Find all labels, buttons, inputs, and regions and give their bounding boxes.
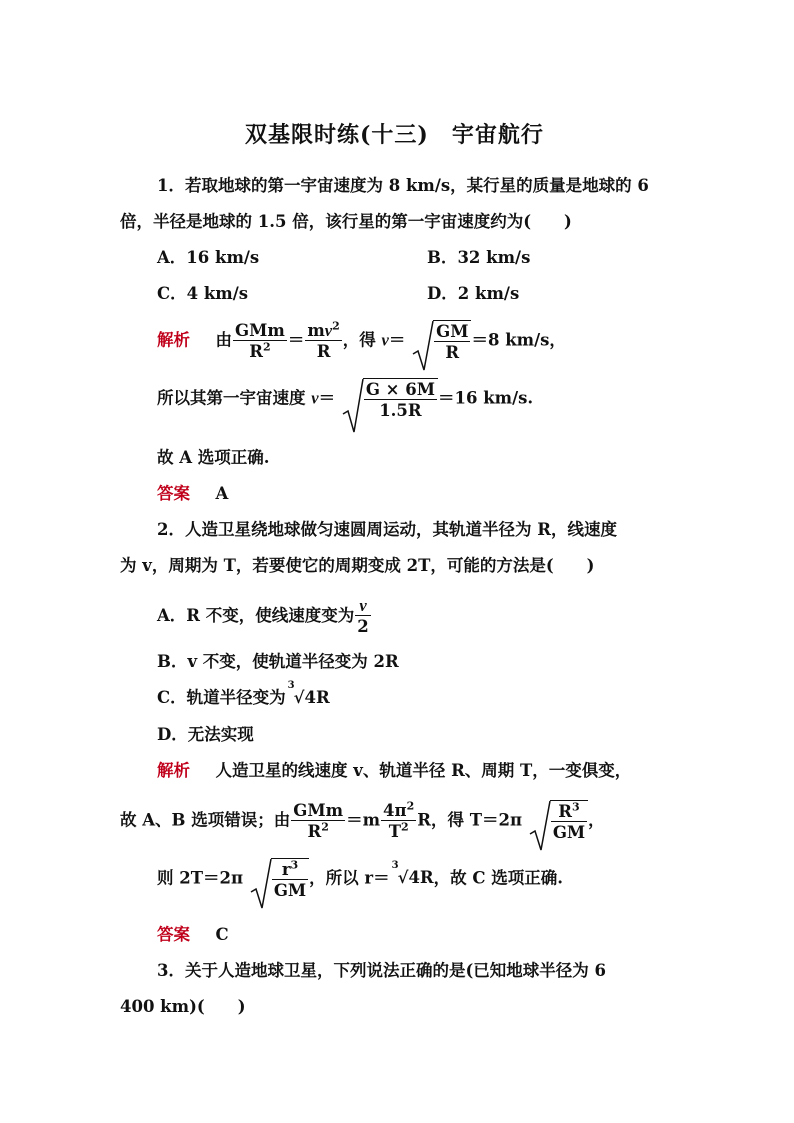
q1-stem-line-2: 倍，半径是地球的 1.5 倍，该行星的第一宇宙速度约为( )	[120, 212, 572, 231]
q3-stem-line-2: 400 km)( )	[120, 997, 246, 1016]
q2-option-c: C．轨道半径变为 3 √4R	[157, 680, 330, 707]
q1-stem-line-1: 1．若取地球的第一宇宙速度为 8 km/s，某行星的质量是地球的 6	[157, 176, 649, 195]
sqrt-gm-over-r: $\frac{GM}{R}$	[411, 320, 471, 362]
sqrt-g6m-over-15r: $\frac{G \times 6M}{1.5R}$	[341, 378, 438, 420]
q2-option-a: A．R 不变，使线速度变为 $\frac{v}{2}$	[157, 596, 369, 637]
q1-option-c: C．4 km/s	[157, 284, 249, 303]
q1-analysis-line-1: 解析 由 $\frac{\text{GMm}}{R^2}$ ＝ $\frac{mv^2}{R}$ ，得 v＝ $\frac{GM}{R}$ ＝8 km/s，	[157, 320, 566, 362]
q2-option-d: D．无法实现	[157, 725, 254, 744]
q2-answer: 答案 C	[157, 925, 229, 944]
answer-label: 答案	[157, 925, 190, 944]
q1-analysis-line-2: 所以其第一宇宙速度 v＝ $\frac{G \times 6M}{1.5R}$ ＝16 km/s.	[157, 378, 533, 420]
q1-option-b: B．32 km/s	[427, 248, 531, 267]
q2-analysis-line-2: 故 A、B 选项错误；由 $\frac{\text{GMm}}{R^2}$ ＝m $\frac{4\pi^2}{T^2}$ R，得 T＝2π $\frac{R^3}{GM}$ ，	[120, 800, 605, 842]
answer-label: 答案	[157, 484, 190, 503]
formula-v-over-2: $\frac{v}{2}$	[357, 596, 369, 637]
sqrt-r3-over-gm-lower: $\frac{r^3}{GM}$	[249, 858, 309, 900]
q1-analysis-line-3: 故 A 选项正确.	[157, 448, 270, 467]
q2-option-b: B．v 不变，使轨道半径变为 2R	[157, 652, 399, 671]
formula-gmm-over-r2: $\frac{\text{GMm}}{R^2}$	[235, 320, 285, 361]
analysis-label: 解析	[157, 761, 190, 780]
q1-answer: 答案 A	[157, 484, 229, 503]
q2-stem-line-2: 为 v，周期为 T，若要使它的周期变成 2T，可能的方法是( )	[120, 556, 595, 575]
q2-analysis-line-3: 则 2T＝2π $\frac{r^3}{GM}$ ，所以 r＝ 3 √4R，故 C 选项正确.	[157, 858, 563, 900]
formula-gmm-over-r2: $\frac{\text{GMm}}{R^2}$	[293, 800, 344, 841]
cube-root-4-r: 3 √4R	[391, 860, 434, 888]
sqrt-r3-over-gm: $\frac{R^3}{GM}$	[528, 800, 588, 842]
q1-option-d: D．2 km/s	[427, 284, 520, 303]
cube-root-4-r: 3 √4R	[287, 680, 330, 707]
q2-stem-line-1: 2．人造卫星绕地球做匀速圆周运动，其轨道半径为 R，线速度	[157, 520, 617, 539]
q3-stem-line-1: 3．关于人造地球卫星，下列说法正确的是(已知地球半径为 6	[157, 961, 607, 980]
analysis-label: 解析	[157, 330, 190, 350]
formula-mv2-over-r: $\frac{mv^2}{R}$	[307, 319, 340, 361]
q1-option-a: A．16 km/s	[157, 248, 260, 267]
page-title: 双基限时练(十三) 宇宙航行	[245, 122, 544, 148]
q2-analysis-line-1: 解析 人造卫星的线速度 v、轨道半径 R、周期 T，一变俱变，	[157, 761, 632, 780]
formula-4pi2-over-t2: $\frac{4\pi^2}{T^2}$	[383, 799, 415, 841]
